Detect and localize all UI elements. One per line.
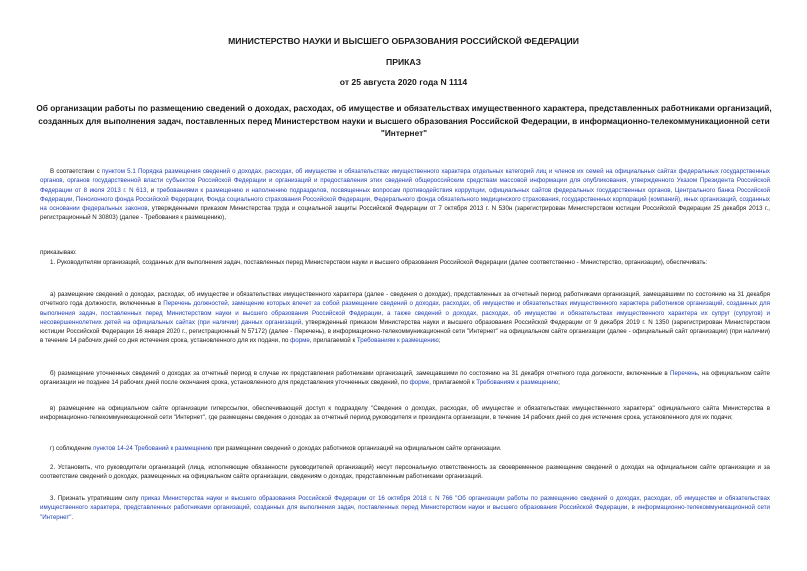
link-trebovaniya[interactable]: требованиями к размещению и наполнению подразделов, посвященных вопросам противодействия коррупции, официальных сайтов федеральных государственных органов, Центрального банка Российской Федерации, Пенсионного фонда Российской Федерации, Фонда социального страхования Российской Федерации, Федерального фонда обязательного медицинского страхования, государственных корпораций (компаний), иных организаций, созданных на основании федеральных законов <box>40 186 770 213</box>
ministry-heading: МИНИСТЕРСТВО НАУКИ И ВЫСШЕГО ОБРАЗОВАНИЯ РОССИЙСКОЙ ФЕДЕРАЦИИ <box>228 36 579 46</box>
paragraph-3 <box>40 494 770 522</box>
link-perechen-dolzhnostey[interactable]: Перечень должностей, замещение которых влечет за собой размещение сведений о доходах, расходах, об имуществе и обязательствах имущественного характера работников организаций, созданных для выполнения задач, поставленных перед Министерством науки и высшего образования Российской Федерации, а также сведений о доходах, расходах, об имуществе и обязательствах имущественного характера их супруг (супругов) и несовершеннолетних детей на официальных сайтах (при наличии) данных организаций <box>40 300 770 326</box>
paragraph-2: 2. Установить, что руководители организаций (лица, исполняющие обязанности руководителей организаций) несут персональную ответственность за своевременное размещение сведений о доходах на официальном сайте организации и за соответствие сведений о доходах, размещенных на официальном сайте организации, сведениям о доходах, представленным работниками организаций. <box>40 464 770 481</box>
subparagraph-b-text-1: б) размещение уточненных сведений о доходах за отчетный период в случае их представления работниками организаций, замещавшими по состоянию на 31 декабря отчетного года должности, включенные в <box>50 370 671 377</box>
link-trebovaniya-b[interactable]: Требованиям к размещению <box>476 379 559 387</box>
subparagraph-a-text-3: , прилагаемой к <box>309 337 357 345</box>
preamble-paragraph <box>40 167 770 223</box>
subparagraph-g <box>40 444 770 453</box>
prikazyvayu-line: приказываю: <box>40 249 77 256</box>
subparagraph-g-text-1: г) соблюдение <box>50 445 94 452</box>
subparagraph-b-text-4: ; <box>558 379 560 387</box>
subparagraph-a-text-1: а) размещение сведений о доходах, расходах, об имуществе и обязательствах имущественного характера (далее - сведения о доходах), представленных за отчетный период работниками организаций, замещавшими по состоянию на 31 декабря отчетного года должности, включенные в <box>40 291 770 308</box>
subparagraph-a-text-2: , утвержденный приказом Министерства науки и высшего образования Российской Федерации от 9 декабря 2019 г. N 1350 (зарегистрирован Министерством юстиции Российской Федерации 16 января 2020 г., регистрационный N 57172) (далее - Перечень), в информационно-телекоммуникационной сети "Интернет" на официальном сайте организации (далее - официальный сайт организации) (при наличии) в течение 14 рабочих дней со дня истечения срока, установленного для их подачи, по <box>40 318 770 345</box>
subparagraph-a <box>40 290 770 346</box>
link-poryadok-p5-1[interactable]: пунктом 5.1 Порядка размещения сведений о доходах, расходах, об имуществе и обязательствах имущественного характера отдельных категорий лиц и членов их семей на официальных сайтах федеральных государственных органов, органов государственной власти субъектов Российской Федерации и организаций и предоставления этих сведений общероссийским средствам массовой информации для опубликования, утвержденного Указом Президента Российской Федерации от 8 июля 2013 г. N 613 <box>40 168 770 194</box>
paragraph-1: 1. Руководителям организаций, созданных для выполнения задач, поставленных перед Министерством науки и высшего образования Российской Федерации (далее соответственно - Министерство, организации), обеспечивать: <box>50 259 708 266</box>
preamble-text-4: (зарегистрирован Министерством юстиции Российской Федерации 25 декабря 2013 г., регистрационный N 30803) (далее - Требования к размещению), <box>40 205 770 222</box>
subparagraph-g-text-2: при размещении сведений о доходах работников организаций на официальном сайте организации. <box>212 445 502 452</box>
subparagraph-v: в) размещение на официальном сайте организации гиперссылки, обеспечивающей доступ к подразделу "Сведения о доходах, расходах, об имуществе и обязательствах имущественного характера" официального сайта Министерства в информационно-телекоммуникационной сети "Интернет", где размещены сведения о доходах за отчетный период руководителя и президента организации, в течение 14 рабочих дней со дня истечения срока, установленного для их подачи; <box>40 405 770 422</box>
subparagraph-b <box>40 369 770 388</box>
order-date-number: от 25 августа 2020 года N 1114 <box>339 77 468 87</box>
order-heading: ПРИКАЗ <box>386 57 421 67</box>
link-forma-b[interactable]: форме <box>409 379 430 387</box>
subparagraph-a-text-4: ; <box>438 337 441 345</box>
paragraph-3-text-1: 3. Признать утратившим силу <box>50 495 141 502</box>
link-perechen[interactable]: Перечень <box>670 370 698 377</box>
paragraph-3-text-2: . <box>71 513 74 521</box>
preamble-text-1: В соответствии с <box>50 168 102 175</box>
link-prikaz-766[interactable]: приказ Министерства науки и высшего образования Российской Федерации от 16 октября 2018 г. N 766 "Об организации работы по размещению сведений о доходах, расходах, об имуществе и обязательствах имущественного характера, представленных работниками организаций, созданных для выполнения задач, поставленных перед Министерством науки и высшего образования Российской Федерации, в информационно-телекоммуникационной сети "Интернет" <box>40 495 770 521</box>
link-punkty-14-24[interactable]: пунктов 14-24 Требований к размещению <box>93 445 213 452</box>
subparagraph-b-text-2: , на официальном сайте организации не позднее 14 рабочих дней после окончания срока, установленного для представления уточненных сведений, по <box>40 370 770 387</box>
document-title: Об организации работы по размещению сведений о доходах, расходах, об имуществе и обязательствах имущественного характера, представленных работниками организаций, созданных для выполнения задач, поставленных перед Министерством науки и высшего образования Российской Федерации, в информационно-телекоммуникационной сети "Интернет" <box>36 103 772 138</box>
subparagraph-b-text-3: , прилагаемой к <box>429 379 477 387</box>
link-forma[interactable]: форме <box>290 337 310 345</box>
link-trebovaniya-k-razmeshcheniyu[interactable]: Требованиям к размещению <box>356 337 439 345</box>
preamble-text-3: , утвержденными приказом Министерства труда и социальной защиты Российской Федерации от 7 октября 2013 г. N 530н <box>147 205 513 213</box>
preamble-text-2: , и <box>146 186 157 194</box>
